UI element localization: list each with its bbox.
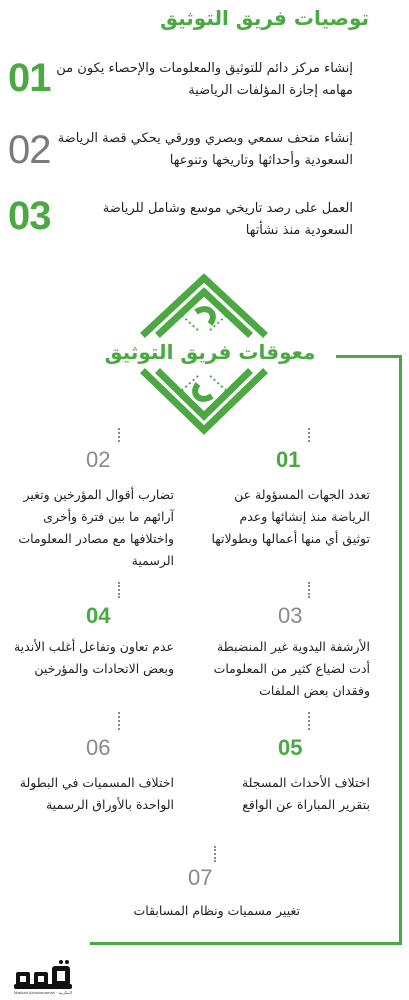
- page-title: توصيات فريق التوثيق: [160, 6, 369, 30]
- recommendation-text: إنشاء مركز دائم للتوثيق والمعلومات والإحصاء يكون من مهامه إجازة المؤلفات الرياضية: [56, 61, 353, 98]
- obstacle-number: 06: [86, 735, 111, 760]
- recommendation-text: إنشاء متحف سمعي وبصري وورقي يحكي قصة الرياضة السعودية وأحداثها وتاريخها وتنوعها: [57, 131, 353, 168]
- dotted-connector: [298, 582, 310, 598]
- obstacle-number: 07: [188, 865, 213, 890]
- obstacle-text: اختلاف الأحداث المسجلة بتقرير المباراة عن الواقع: [241, 775, 370, 812]
- obstacle-number: 04: [86, 603, 111, 628]
- obstacles-title: معوقات فريق التوثيق: [84, 340, 336, 364]
- obstacle-text: عدم تعاون وتفاعل أغلب الأندية وبعض الاتحادات والمؤرخين: [13, 639, 174, 676]
- dotted-connector: [298, 712, 310, 730]
- recommendation-number: 01: [8, 56, 51, 100]
- recommendation-number: 02: [8, 128, 51, 172]
- obstacle-text: تضارب أقوال المؤرخين وتغير آرائهم ما بين فترة وأخرى واختلافها مع مصادر المعلومات الرسمية: [18, 487, 174, 568]
- dotted-connector: [298, 428, 310, 442]
- obstacle-number: 01: [276, 447, 301, 472]
- obstacle-text: اختلاف المسميات في البطولة الواحدة بالأوراق الرسمية: [19, 775, 174, 812]
- obstacle-text: تعدد الجهات المسؤولة عن الرياضة منذ إنشائها وعدم توثيق أي منها أعمالها وبطولاتها: [211, 487, 370, 546]
- dotted-connector: [108, 428, 120, 442]
- dotted-connector: [204, 846, 216, 862]
- obstacle-text: الأرشفة اليدوية غير المنضبطة أدت لضياع كثير من المعلومات وفقدان بعض الملفات: [213, 639, 370, 698]
- recommendation-number: 03: [8, 194, 51, 238]
- obstacle-number: 03: [278, 603, 303, 628]
- logo-subtitle: Makkah Almukarramah · المكرمة: [14, 990, 72, 995]
- dotted-connector: [108, 582, 120, 598]
- dotted-connector: [108, 712, 120, 730]
- recommendation-text: العمل على رصد تاريخي موسع وشامل للرياضة السعودية منذ نشأتها: [102, 201, 353, 238]
- obstacle-text: تغيير مسميات ونظام المسابقات: [133, 903, 300, 918]
- obstacle-number: 05: [278, 735, 303, 760]
- obstacle-number: 02: [86, 447, 111, 472]
- frame-line-bottom: [90, 942, 402, 945]
- frame-line-right: [399, 355, 402, 945]
